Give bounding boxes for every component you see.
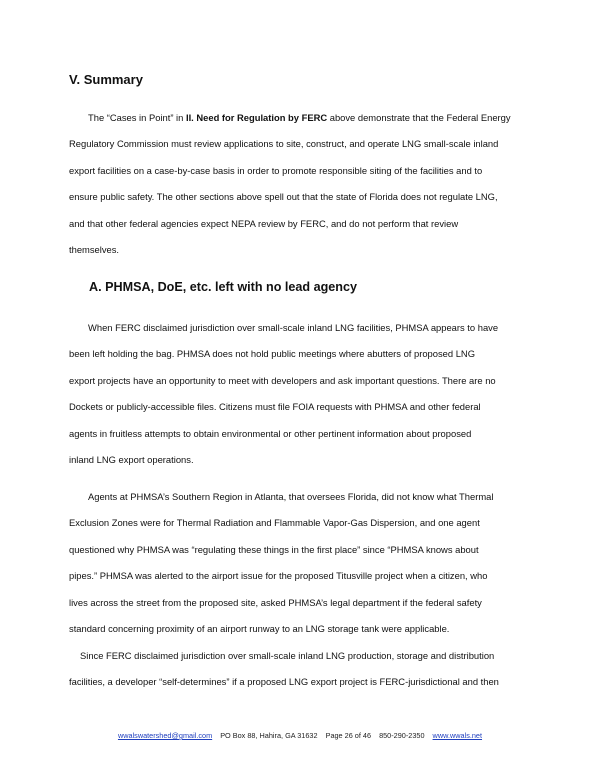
section-heading: V. Summary [69,72,143,87]
paragraph-line: When FERC disclaimed jurisdiction over small-scale inland LNG facilities, PHMSA appears to have [88,322,499,333]
paragraph-line: and that other federal agencies expect NEPA review by FERC, and do not perform that review [69,217,459,229]
paragraph-line: agents in fruitless attempts to obtain environmental or other pertinent information about proposed [69,427,472,439]
mailing-address: PO Box 88, Hahira, GA 31632 [220,731,318,740]
paragraph-line: Agents at PHMSA’s Southern Region in Atlanta, that oversees Florida, did not know what Thermal [88,491,494,502]
website-link[interactable]: www.wwals.net [432,731,483,740]
paragraph-line: export projects have an opportunity to meet with developers and ask important questions. There are no [69,374,496,386]
paragraph-line: export facilities on a case-by-case basis in order to promote responsible siting of the facilities and to [69,164,483,176]
paragraph-line: Since FERC disclaimed jurisdiction over small-scale inland LNG production, storage and distribution [80,650,495,661]
paragraph-line: Exclusion Zones were for Thermal Radiation and Flammable Vapor-Gas Dispersion, and one agent [69,517,480,529]
paragraph-line: facilities, a developer “self-determines” if a proposed LNG export project is FERC-jurisdictional and then [69,676,499,688]
paragraph-line: Dockets or publicly-accessible files. Citizens must file FOIA requests with PHMSA and other federal [69,401,481,413]
self-determination-paragraph [69,643,539,696]
paragraph-line: lives across the street from the proposed site, asked PHMSA’s legal department if the federal safety [69,596,482,608]
summary-paragraph [69,105,539,263]
paragraph-line: pipes.” PHMSA was alerted to the airport issue for the proposed Titusville project when a citizen, who [69,570,488,582]
agents-paragraph [69,484,539,642]
email-link[interactable]: wwalswatershed@gmail.com [117,731,213,740]
paragraph-line: ensure public safety. The other sections above spell out that the state of Florida does not regulate LNG, [69,191,498,203]
phmsa-paragraph [69,315,539,473]
paragraph-line: Regulatory Commission must review applications to site, construct, and operate LNG small-scale inland [69,138,499,150]
paragraph-line: The “Cases in Point” in II. Need for Regulation by FERC above demonstrate that the Federal Energy [88,112,511,123]
page-footer [0,731,600,740]
subsection-heading: A. PHMSA, DoE, etc. left with no lead agency [89,280,358,294]
paragraph-line: inland LNG export operations. [69,454,194,466]
paragraph-line: been left holding the bag. PHMSA does not hold public meetings where abutters of proposed LNG [69,348,475,360]
paragraph-line: themselves. [69,244,120,256]
paragraph-line: questioned why PHMSA was “regulating these things in the first place” since “PHMSA knows about [69,543,479,555]
paragraph-line: standard concerning proximity of an airport runway to an LNG storage tank were applicable. [69,623,450,635]
page-number: Page 26 of 46 [325,731,372,740]
section-reference: II. Need for Regulation by FERC [185,112,328,123]
phone-number: 850-290-2350 [379,731,425,740]
